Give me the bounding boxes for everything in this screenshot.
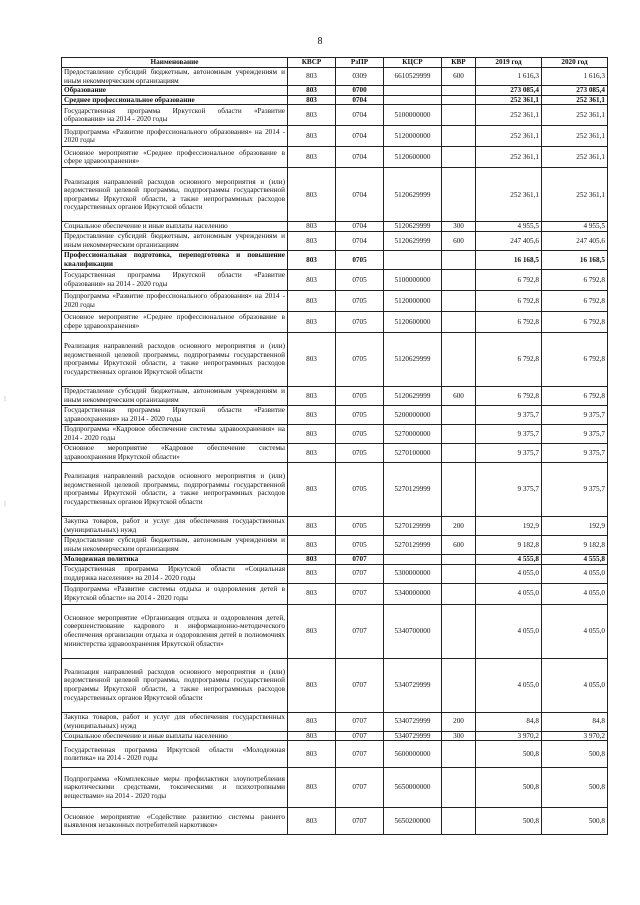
row-kcsr: 5120629999	[384, 231, 442, 250]
row-kcsr: 5200000000	[384, 405, 442, 424]
row-kvsr: 803	[288, 554, 336, 564]
row-kvsr: 803	[288, 68, 336, 86]
margin-artifact: ⁞	[4, 500, 6, 508]
row-kvr	[442, 95, 476, 105]
row-kvr: 200	[442, 516, 476, 535]
row-name: Реализация направлений расходов основного мероприятия и (или) ведомственной целевой программы, подпрограммы государственной программы Иркутской области, а также непрограммных расходов государственных органов Иркутской области	[62, 168, 288, 222]
header-2020: 2020 год	[542, 58, 608, 68]
page-number: 8	[317, 36, 323, 47]
row-kvsr: 803	[288, 222, 336, 232]
row-kvsr: 803	[288, 147, 336, 168]
row-kvr	[442, 168, 476, 222]
row-value-2019: 4 055,0	[476, 658, 542, 712]
row-name: Реализация направлений расходов основного мероприятия и (или) ведомственной целевой программы, подпрограммы государственной программы Иркутской области, а также непрограммных расходов государственных органов Иркутской области	[62, 462, 288, 516]
row-value-2020: 192,9	[542, 516, 608, 535]
row-kvsr: 803	[288, 516, 336, 535]
row-value-2019: 247 405,6	[476, 231, 542, 250]
row-value-2019: 500,8	[476, 741, 542, 768]
row-kcsr: 5270100000	[384, 443, 442, 462]
row-value-2020: 16 168,5	[542, 250, 608, 269]
row-rzpr: 0309	[336, 68, 384, 86]
row-value-2020: 84,8	[542, 712, 608, 731]
row-name: Подпрограмма «Кадровое обеспечение системы здравоохранения» на 2014 - 2020 годы	[62, 424, 288, 443]
row-kvr	[442, 269, 476, 290]
row-value-2020: 6 792,8	[542, 386, 608, 405]
row-value-2019: 192,9	[476, 516, 542, 535]
row-kcsr: 5120629999	[384, 386, 442, 405]
row-rzpr: 0705	[336, 405, 384, 424]
row-value-2020: 252 361,1	[542, 126, 608, 147]
table-row	[62, 768, 608, 808]
row-kvr	[442, 424, 476, 443]
row-rzpr: 0707	[336, 741, 384, 768]
table-row	[62, 95, 608, 105]
row-value-2019: 252 361,1	[476, 168, 542, 222]
row-kvsr: 803	[288, 604, 336, 658]
row-kvr	[442, 311, 476, 332]
table-row	[62, 741, 608, 768]
row-rzpr: 0707	[336, 808, 384, 835]
row-rzpr: 0707	[336, 554, 384, 564]
row-kcsr: 5120629999	[384, 222, 442, 232]
row-value-2019: 6 792,8	[476, 332, 542, 386]
table-row	[62, 168, 608, 222]
row-name: Основное мероприятие «Организация отдыха и оздоровления детей, совершенствование кадрового и информационно-методического обеспечения организации отдыха и оздоровления детей в полномочиях министерства здравоохранения Иркутской области»	[62, 604, 288, 658]
row-rzpr: 0700	[336, 86, 384, 96]
row-value-2019: 9 182,8	[476, 535, 542, 554]
row-value-2019: 6 792,8	[476, 311, 542, 332]
row-kvsr: 803	[288, 583, 336, 604]
row-value-2020: 6 792,8	[542, 311, 608, 332]
row-name: Реализация направлений расходов основного мероприятия и (или) ведомственной целевой программы, подпрограммы государственной программы Иркутской области, а также непрограммных расходов государственных органов Иркутской области	[62, 332, 288, 386]
row-value-2019: 252 361,1	[476, 126, 542, 147]
row-kvsr: 803	[288, 731, 336, 741]
row-kcsr: 5120629999	[384, 332, 442, 386]
row-value-2020: 252 361,1	[542, 147, 608, 168]
row-rzpr: 0705	[336, 443, 384, 462]
row-rzpr: 0707	[336, 712, 384, 731]
table-row	[62, 405, 608, 424]
table-row	[62, 658, 608, 712]
row-kcsr: 5300000000	[384, 564, 442, 583]
row-value-2020: 9 375,7	[542, 405, 608, 424]
table-row	[62, 583, 608, 604]
row-value-2020: 273 085,4	[542, 86, 608, 96]
table-row	[62, 311, 608, 332]
row-value-2020: 9 375,7	[542, 462, 608, 516]
row-value-2019: 4 055,0	[476, 564, 542, 583]
row-rzpr: 0707	[336, 658, 384, 712]
row-value-2019: 273 085,4	[476, 86, 542, 96]
row-kvr	[442, 462, 476, 516]
row-kvr	[442, 332, 476, 386]
row-kvsr: 803	[288, 250, 336, 269]
row-rzpr: 0705	[336, 424, 384, 443]
row-name: Подпрограмма «Развитие профессионального образования» на 2014 - 2020 годы	[62, 126, 288, 147]
row-rzpr: 0704	[336, 222, 384, 232]
row-value-2020: 9 375,7	[542, 424, 608, 443]
row-value-2020: 9 182,8	[542, 535, 608, 554]
row-name: Молодежная политика	[62, 554, 288, 564]
row-kvr	[442, 768, 476, 808]
row-name: Образование	[62, 86, 288, 96]
row-value-2019: 6 792,8	[476, 269, 542, 290]
row-kvr	[442, 554, 476, 564]
row-value-2019: 252 361,1	[476, 95, 542, 105]
table-row	[62, 424, 608, 443]
row-kvr: 300	[442, 222, 476, 232]
row-rzpr: 0705	[336, 311, 384, 332]
row-name: Реализация направлений расходов основного мероприятия и (или) ведомственной целевой программы, подпрограммы государственной программы Иркутской области, а также непрограммных расходов государственных органов Иркутской области	[62, 658, 288, 712]
row-name: Закупка товаров, работ и услуг для обеспечения государственных (муниципальных) нужд	[62, 516, 288, 535]
table-row	[62, 250, 608, 269]
row-kvsr: 803	[288, 535, 336, 554]
row-value-2020: 252 361,1	[542, 95, 608, 105]
row-kvsr: 803	[288, 443, 336, 462]
row-kvsr: 803	[288, 658, 336, 712]
row-kcsr: 5120629999	[384, 168, 442, 222]
table-row	[62, 290, 608, 311]
row-kvr	[442, 583, 476, 604]
row-name: Государственная программа Иркутской области «Социальная поддержка населения» на 2014 - 2020 годы	[62, 564, 288, 583]
header-rzpr: РзПР	[336, 58, 384, 68]
row-value-2019: 6 792,8	[476, 290, 542, 311]
row-rzpr: 0705	[336, 516, 384, 535]
row-rzpr: 0705	[336, 332, 384, 386]
table-row	[62, 147, 608, 168]
row-kvsr: 803	[288, 768, 336, 808]
row-value-2019: 4 055,0	[476, 583, 542, 604]
row-value-2019: 84,8	[476, 712, 542, 731]
row-value-2020: 247 405,6	[542, 231, 608, 250]
row-value-2020: 4 555,8	[542, 554, 608, 564]
row-value-2020: 4 055,0	[542, 583, 608, 604]
row-kvr	[442, 808, 476, 835]
table-row	[62, 516, 608, 535]
row-name: Основное мероприятие «Среднее профессиональное образование в сфере здравоохранения»	[62, 311, 288, 332]
row-name: Профессиональная подготовка, переподготовка и повышение квалификации	[62, 250, 288, 269]
row-kcsr	[384, 95, 442, 105]
row-rzpr: 0704	[336, 95, 384, 105]
row-kvr: 300	[442, 731, 476, 741]
row-kcsr: 5270129999	[384, 462, 442, 516]
row-kvr: 600	[442, 386, 476, 405]
row-value-2019: 252 361,1	[476, 105, 542, 126]
row-kcsr: 5270129999	[384, 535, 442, 554]
row-kcsr: 5650200000	[384, 808, 442, 835]
row-name: Предоставление субсидий бюджетным, автономным учреждениям и иным некоммерческим организациям	[62, 535, 288, 554]
row-value-2020: 6 792,8	[542, 332, 608, 386]
row-name: Государственная программа Иркутской области «Молодежная политика» на 2014 - 2020 годы	[62, 741, 288, 768]
row-value-2019: 9 375,7	[476, 405, 542, 424]
row-value-2020: 4 055,0	[542, 564, 608, 583]
row-kvsr: 803	[288, 741, 336, 768]
table-row	[62, 712, 608, 731]
table-row	[62, 462, 608, 516]
row-rzpr: 0704	[336, 147, 384, 168]
row-value-2020: 3 970,2	[542, 731, 608, 741]
row-name: Среднее профессиональное образование	[62, 95, 288, 105]
row-kvr	[442, 250, 476, 269]
row-rzpr: 0705	[336, 269, 384, 290]
row-name: Предоставление субсидий бюджетным, автономным учреждениям и иным некоммерческим организациям	[62, 68, 288, 86]
margin-artifact: ⁞	[4, 395, 6, 403]
row-value-2020: 252 361,1	[542, 105, 608, 126]
row-value-2019: 500,8	[476, 768, 542, 808]
row-kcsr: 5100000000	[384, 105, 442, 126]
table-row	[62, 808, 608, 835]
row-name: Государственная программа Иркутской области «Развитие здравоохранения» на 2014 - 2020 годы	[62, 405, 288, 424]
row-kvsr: 803	[288, 564, 336, 583]
row-kvr	[442, 86, 476, 96]
row-kcsr: 5270000000	[384, 424, 442, 443]
row-kvr	[442, 147, 476, 168]
row-kcsr: 5650000000	[384, 768, 442, 808]
row-kvr	[442, 105, 476, 126]
row-value-2019: 9 375,7	[476, 462, 542, 516]
row-kvsr: 803	[288, 105, 336, 126]
row-value-2019: 9 375,7	[476, 443, 542, 462]
row-kvr: 600	[442, 231, 476, 250]
table-row	[62, 535, 608, 554]
table-row	[62, 269, 608, 290]
row-kcsr: 5340729999	[384, 658, 442, 712]
row-kvsr: 803	[288, 712, 336, 731]
row-kvsr: 803	[288, 405, 336, 424]
row-kcsr: 5340000000	[384, 583, 442, 604]
row-rzpr: 0704	[336, 231, 384, 250]
row-name: Государственная программа Иркутской области «Развитие образования» на 2014 - 2020 годы	[62, 269, 288, 290]
header-2019: 2019 год	[476, 58, 542, 68]
row-name: Закупка товаров, работ и услуг для обеспечения государственных (муниципальных) нужд	[62, 712, 288, 731]
row-kcsr: 5120000000	[384, 126, 442, 147]
row-value-2019: 4 555,8	[476, 554, 542, 564]
row-name: Подпрограмма «Развитие профессионального образования» на 2014 - 2020 годы	[62, 290, 288, 311]
row-name: Предоставление субсидий бюджетным, автономным учреждениям и иным некоммерческим организациям	[62, 386, 288, 405]
budget-table	[61, 57, 608, 835]
row-name: Основное мероприятие «Содействие развитию системы раннего выявления незаконных потребителей наркотиков»	[62, 808, 288, 835]
row-kvr: 600	[442, 535, 476, 554]
row-value-2020: 6 792,8	[542, 269, 608, 290]
row-value-2020: 4 955,5	[542, 222, 608, 232]
row-value-2019: 16 168,5	[476, 250, 542, 269]
row-kcsr: 5120600000	[384, 311, 442, 332]
row-kvsr: 803	[288, 311, 336, 332]
row-kvsr: 803	[288, 126, 336, 147]
row-rzpr: 0704	[336, 126, 384, 147]
row-name: Основное мероприятие «Среднее профессиональное образование в сфере здравоохранения»	[62, 147, 288, 168]
table-header-row	[62, 58, 608, 68]
row-kcsr	[384, 86, 442, 96]
row-kvsr: 803	[288, 86, 336, 96]
table-row	[62, 68, 608, 86]
row-kcsr: 5120600000	[384, 147, 442, 168]
row-value-2019: 4 055,0	[476, 604, 542, 658]
row-value-2019: 500,8	[476, 808, 542, 835]
row-name: Подпрограмма «Комплексные меры профилактики злоупотребления наркотическими средствами, токсическими и психотропными веществами» на 2014 - 2020 годы	[62, 768, 288, 808]
row-rzpr: 0705	[336, 290, 384, 311]
row-rzpr: 0704	[336, 105, 384, 126]
header-kvr: КВР	[442, 58, 476, 68]
row-kvsr: 803	[288, 290, 336, 311]
row-rzpr: 0707	[336, 604, 384, 658]
header-kcsr: КЦСР	[384, 58, 442, 68]
row-kvsr: 803	[288, 332, 336, 386]
row-kvsr: 803	[288, 808, 336, 835]
row-kvr	[442, 658, 476, 712]
row-rzpr: 0704	[336, 168, 384, 222]
table-row	[62, 554, 608, 564]
row-kvr	[442, 443, 476, 462]
row-kcsr: 6610529999	[384, 68, 442, 86]
row-name: Подпрограмма «Развитие системы отдыха и оздоровления детей в Иркутской области» на 2014 - 2020 годы	[62, 583, 288, 604]
row-kvsr: 803	[288, 269, 336, 290]
row-kvsr: 803	[288, 462, 336, 516]
row-value-2020: 6 792,8	[542, 290, 608, 311]
row-kcsr: 5340729999	[384, 712, 442, 731]
row-value-2020: 500,8	[542, 741, 608, 768]
row-kvr	[442, 564, 476, 583]
row-value-2020: 1 616,3	[542, 68, 608, 86]
table-row	[62, 386, 608, 405]
row-value-2019: 1 616,3	[476, 68, 542, 86]
row-rzpr: 0705	[336, 250, 384, 269]
row-value-2020: 252 361,1	[542, 168, 608, 222]
header-kvsr: КВСР	[288, 58, 336, 68]
row-kvsr: 803	[288, 424, 336, 443]
row-name: Предоставление субсидий бюджетным, автономным учреждениям и иным некоммерческим организациям	[62, 231, 288, 250]
row-name: Социальное обеспечение и иные выплаты населению	[62, 222, 288, 232]
row-kcsr: 5120000000	[384, 290, 442, 311]
table-row	[62, 231, 608, 250]
row-rzpr: 0705	[336, 386, 384, 405]
table-row	[62, 126, 608, 147]
row-value-2019: 9 375,7	[476, 424, 542, 443]
table-row	[62, 731, 608, 741]
row-name: Государственная программа Иркутской области «Развитие образования» на 2014 - 2020 годы	[62, 105, 288, 126]
row-kvr: 600	[442, 68, 476, 86]
row-rzpr: 0707	[336, 583, 384, 604]
row-kvsr: 803	[288, 231, 336, 250]
table-row	[62, 105, 608, 126]
row-kcsr: 5340700000	[384, 604, 442, 658]
row-rzpr: 0705	[336, 462, 384, 516]
row-kvsr: 803	[288, 168, 336, 222]
row-rzpr: 0705	[336, 535, 384, 554]
row-kvr	[442, 126, 476, 147]
row-kcsr: 5270129999	[384, 516, 442, 535]
table-row	[62, 443, 608, 462]
row-value-2020: 4 055,0	[542, 658, 608, 712]
table-row	[62, 86, 608, 96]
row-kcsr: 5600000000	[384, 741, 442, 768]
table-row	[62, 332, 608, 386]
row-rzpr: 0707	[336, 768, 384, 808]
table-row	[62, 604, 608, 658]
row-kvr: 200	[442, 712, 476, 731]
row-rzpr: 0707	[336, 731, 384, 741]
row-value-2020: 500,8	[542, 808, 608, 835]
row-name: Социальное обеспечение и иные выплаты населению	[62, 731, 288, 741]
row-value-2019: 6 792,8	[476, 386, 542, 405]
row-kvr	[442, 405, 476, 424]
row-kvsr: 803	[288, 386, 336, 405]
row-value-2020: 9 375,7	[542, 443, 608, 462]
row-kcsr	[384, 250, 442, 269]
row-value-2020: 4 055,0	[542, 604, 608, 658]
table-row	[62, 564, 608, 583]
row-rzpr: 0707	[336, 564, 384, 583]
row-kvr	[442, 604, 476, 658]
row-kcsr: 5100000000	[384, 269, 442, 290]
row-kvr	[442, 290, 476, 311]
row-name: Основное мероприятие «Кадровое обеспечение системы здравоохранения Иркутской области»	[62, 443, 288, 462]
row-kcsr: 5340729999	[384, 731, 442, 741]
table-row	[62, 222, 608, 232]
row-value-2019: 4 955,5	[476, 222, 542, 232]
row-value-2019: 3 970,2	[476, 731, 542, 741]
header-name: Наименование	[62, 58, 288, 68]
row-kvsr: 803	[288, 95, 336, 105]
row-value-2020: 500,8	[542, 768, 608, 808]
row-kcsr	[384, 554, 442, 564]
row-kvr	[442, 741, 476, 768]
row-value-2019: 252 361,1	[476, 147, 542, 168]
